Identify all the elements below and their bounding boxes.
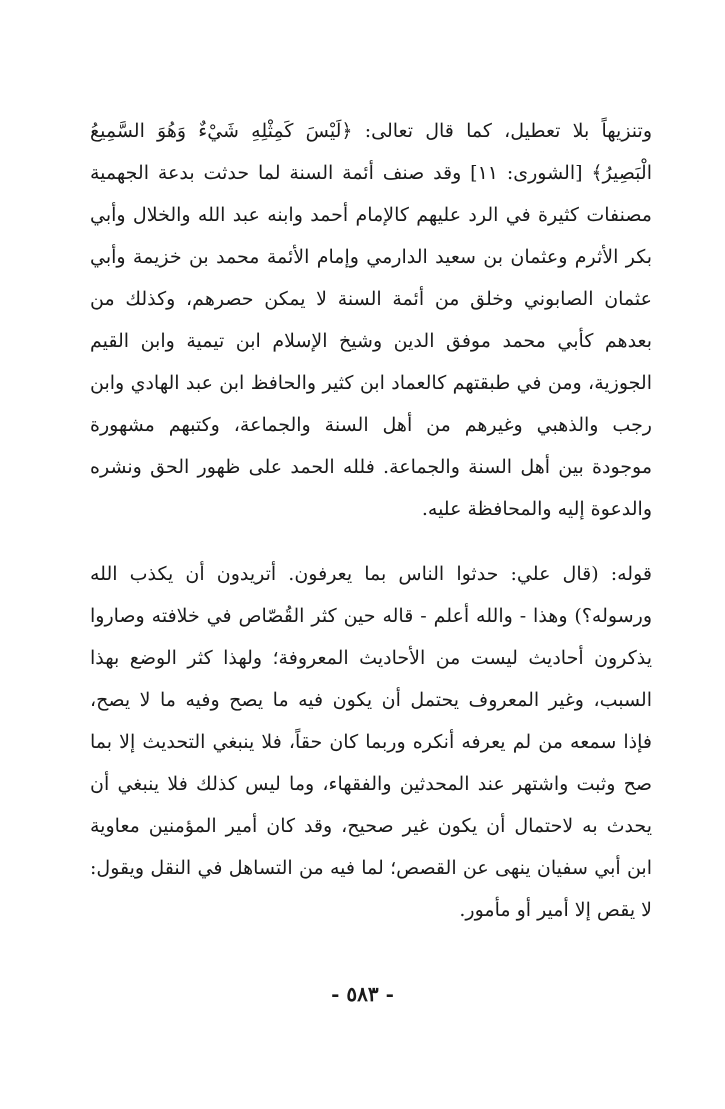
paragraph-tanzih (90, 110, 652, 530)
text-line: لا يقص إلا أمير أو مأمور. (459, 899, 652, 921)
text-line: والدعوة إليه والمحافظة عليه. (421, 498, 652, 520)
page-number: - ٥٨٣ - (331, 982, 394, 1006)
text-line: ورسوله؟) وهذا - والله أعلم - قاله حين كثر القُصّاص في خلافته وصاروا (90, 605, 652, 627)
text-line: قوله: (قال علي: حدثوا الناس بما يعرفون. أتريدون أن يكذب الله (90, 563, 652, 585)
text-line: مصنفات كثيرة في الرد عليهم كالإمام أحمد وابنه عبد الله والخلال وأبي (90, 204, 652, 226)
text-line: الجوزية، ومن في طبقتهم كالعماد ابن كثير والحافظ ابن عبد الهادي وابن (90, 372, 652, 394)
text-line: السبب، وغير المعروف يحتمل أن يكون فيه ما يصح وفيه ما لا يصح، (90, 689, 652, 711)
text-line: يذكرون أحاديث ليست من الأحاديث المعروفة؛ ولهذا كثر الوضع بهذا (90, 647, 652, 669)
text-line: وتنزيهاً بلا تعطيل، كما قال تعالى: ﴿لَيْسَ كَمِثْلِهِ شَيْءٌ وَهُوَ السَّمِيعُ (90, 120, 652, 142)
text-line: عثمان الصابوني وخلق من أئمة السنة لا يمكن حصرهم، وكذلك من (90, 288, 652, 310)
text-line: فإذا سمعه من لم يعرفه أنكره وربما كان حقاً، فلا ينبغي التحديث إلا بما (90, 731, 652, 753)
text-line: رجب والذهبي وغيرهم من أهل السنة والجماعة، وكتبهم مشهورة (90, 414, 652, 436)
text-line: موجودة بين أهل السنة والجماعة. فلله الحمد على ظهور الحق ونشره (90, 456, 652, 478)
text-line: صح وثبت واشتهر عند المحدثين والفقهاء، وما ليس كذلك فلا ينبغي أن (90, 773, 652, 795)
paragraph-ali-saying (90, 553, 652, 931)
text-line: ابن أبي سفيان ينهى عن القصص؛ لما فيه من التساهل في النقل ويقول: (90, 857, 652, 879)
text-line: بعدهم كأبي محمد موفق الدين وشيخ الإسلام ابن تيمية وابن القيم (90, 330, 652, 352)
text-line: بكر الأثرم وعثمان بن سعيد الدارمي وإمام الأئمة محمد بن خزيمة وأبي (90, 246, 652, 268)
text-line: يحدث به لاحتمال أن يكون غير صحيح، وقد كان أمير المؤمنين معاوية (90, 815, 652, 837)
text-line: الْبَصِيرُ﴾ [الشورى: ١١] وقد صنف أئمة السنة لما حدثت بدعة الجهمية (90, 162, 652, 184)
